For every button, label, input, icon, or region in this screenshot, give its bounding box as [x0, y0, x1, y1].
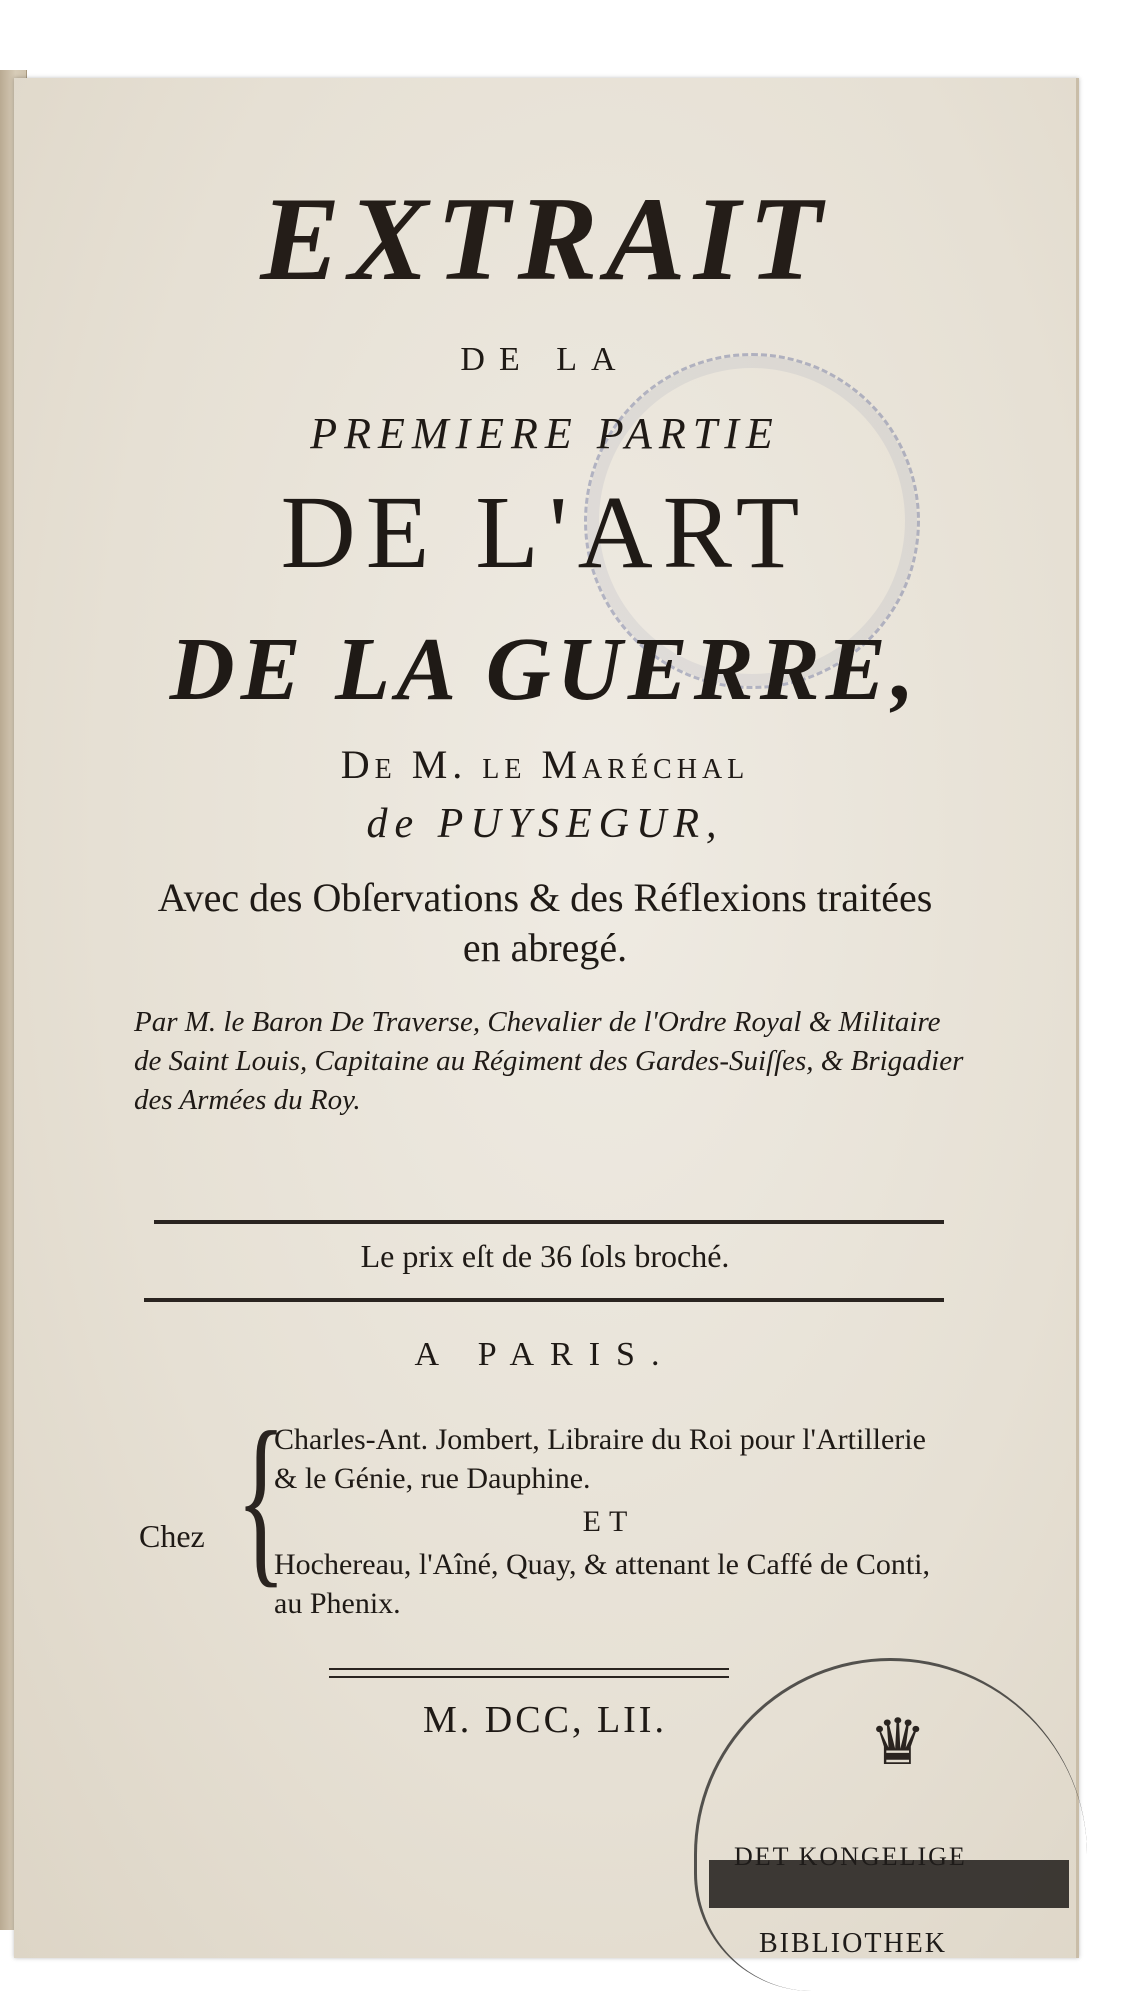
double-rule-top [329, 1668, 729, 1670]
stamp-text-line1: DET KONGELIGE [734, 1842, 967, 1871]
rule-top [154, 1220, 944, 1224]
subtitle-observations: Avec des Obſervations & des Réflexions traitées en abregé. [157, 875, 933, 970]
title-de-l-art: DE L'ART [280, 475, 810, 590]
imprint-chez: Chez [139, 1518, 205, 1554]
rule-bottom [144, 1298, 944, 1302]
editor-credit: Par M. le Baron De Traverse, Chevalier de l'Ordre Royal & Militaire de Saint Louis, Capitaine au Régiment des Gardes-Suiſſes, & Brigadier des Armées du Roy. [134, 1006, 964, 1116]
title-page [14, 78, 1079, 1958]
double-rule-bottom [329, 1676, 729, 1678]
publisher-et: ET [582, 1505, 636, 1538]
title-premiere-partie: PREMIERE PARTIE [310, 409, 780, 458]
author-line-marechal: De M. le Maréchal [340, 742, 750, 787]
author-puysegur: de PUYSEGUR, [366, 801, 724, 847]
crown-icon: ♛ [869, 1707, 927, 1778]
title-de-la-guerre: DE LA GUERRE, [169, 620, 921, 719]
title-extrait: EXTRAIT [260, 172, 830, 305]
imprint-date: M. DCC, LII. [423, 1699, 667, 1741]
imprint-city: A PARIS. [414, 1336, 676, 1373]
publishers-block [274, 1420, 944, 1623]
brace-icon: { [236, 1394, 287, 1604]
publisher-jombert: Charles-Ant. Jombert, Libraire du Roi pour l'Artillerie & le Génie, rue Dauphine. [274, 1423, 926, 1495]
title-de-la: DE LA [460, 341, 630, 378]
stamp-text-line2: BIBLIOTHEK [759, 1928, 947, 1959]
publisher-hochereau: Hochereau, l'Aîné, Quay, & attenant le Caffé de Conti, au Phenix. [274, 1548, 931, 1620]
price-line: Le prix eſt de 36 ſols broché. [360, 1238, 730, 1274]
